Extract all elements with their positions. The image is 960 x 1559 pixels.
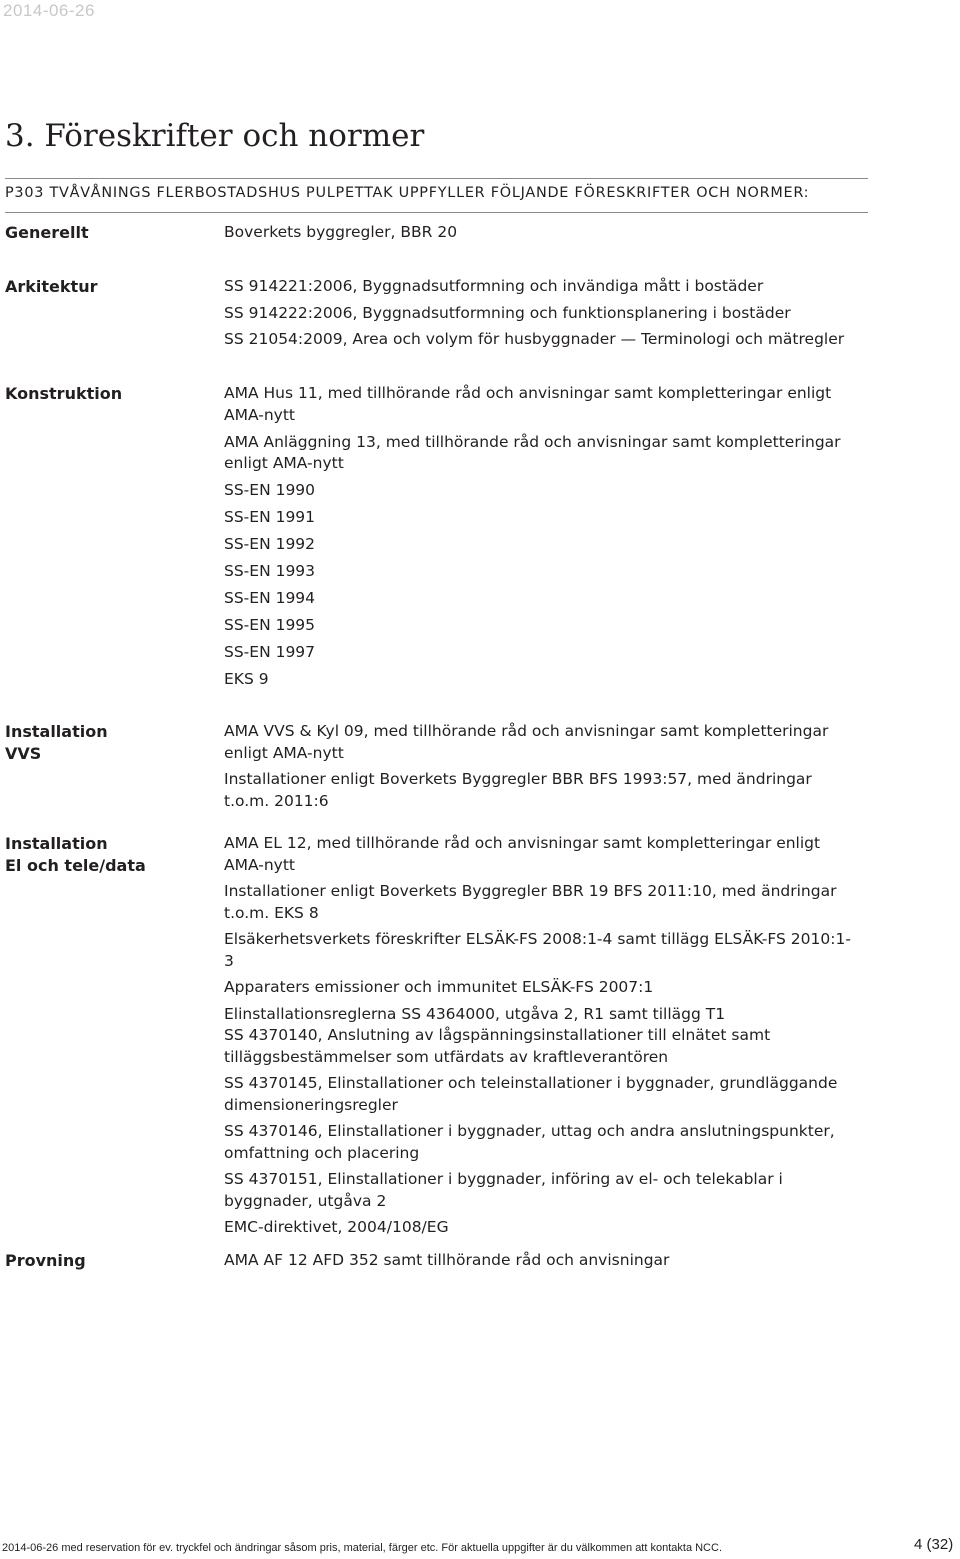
list-item: SS 914222:2006, Byggnadsutformning och funktionsplanering i bostäder — [224, 303, 791, 322]
footer-disclaimer: 2014-06-26 med reservation för ev. tryckfel och ändringar såsom pris, material, färger etc. För aktuella uppgifter är du välkommen att kontakta NCC. — [2, 1542, 723, 1554]
section-label: Konstruktion — [5, 384, 123, 403]
list-item: Elsäkerhetsverkets föreskrifter ELSÄK-FS 2008:1-4 samt tillägg ELSÄK-FS 2010:1-3 — [224, 930, 851, 970]
section-label: Arkitektur — [5, 277, 98, 296]
list-item: EMC-direktivet, 2004/108/EG — [224, 1218, 449, 1236]
list-item: Installationer enligt Boverkets Byggregler BBR 19 BFS 2011:10, med ändringar t.o.m. EKS 8 — [224, 882, 837, 922]
divider-top — [5, 178, 868, 179]
list-item: AMA AF 12 AFD 352 samt tillhörande råd och anvisningar — [224, 1251, 670, 1269]
section-items — [224, 276, 860, 356]
list-item: SS-EN 1995 — [224, 616, 316, 634]
list-item: EKS 9 — [224, 670, 269, 688]
list-item: SS-EN 1997 — [224, 643, 316, 661]
section-label: Provning — [5, 1251, 86, 1270]
list-item: SS 4370146, Elinstallationer i byggnader, uttag och andra anslutningspunkter, omfattning och placering — [224, 1122, 835, 1162]
list-item: SS 914221:2006, Byggnadsutformning och invändiga mått i bostäder — [224, 277, 764, 295]
section-items — [224, 222, 860, 249]
section-label — [5, 833, 146, 877]
list-item: SS 4370145, Elinstallationer och teleinstallationer i byggnader, grundläggande dimensioneringsregler — [224, 1074, 838, 1114]
section-label-line1: Installation — [5, 834, 108, 853]
divider-bottom — [5, 212, 868, 213]
list-item: AMA Hus 11, med tillhörande råd och anvisningar samt kompletteringar enligt AMA-nytt — [224, 384, 832, 424]
list-item: SS 21054:2009, Area och volym för husbyggnader — Terminologi och mätregler — [224, 330, 845, 348]
section-items — [224, 1250, 860, 1277]
section-label-line1: Installation — [5, 722, 108, 741]
section-label-line2: El och tele/data — [5, 856, 146, 875]
list-item: Apparaters emissioner och immunitet ELSÄK-FS 2007:1 — [224, 978, 654, 996]
section-items — [224, 721, 860, 817]
list-item: SS-EN 1992 — [224, 535, 316, 553]
list-item: SS-EN 1990 — [224, 481, 316, 499]
section-items — [224, 383, 860, 696]
list-item: Installationer enligt Boverkets Byggregler BBR BFS 1993:57, med ändringar t.o.m. 2011:6 — [224, 770, 812, 810]
list-item: AMA Anläggning 13, med tillhörande råd och anvisningar samt kompletteringar enligt AMA-nytt — [224, 432, 841, 472]
list-item: AMA VVS & Kyl 09, med tillhörande råd och anvisningar samt kompletteringar enligt AMA-nytt — [224, 722, 829, 762]
list-item: AMA EL 12, med tillhörande råd och anvisningar samt kompletteringar enligt AMA-nytt — [224, 834, 821, 874]
list-item: SS-EN 1993 — [224, 562, 316, 580]
list-item: Boverkets byggregler, BBR 20 — [224, 223, 458, 241]
section-label-line2: VVS — [5, 744, 42, 763]
list-item: SS-EN 1991 — [224, 508, 316, 526]
section-label — [5, 721, 108, 765]
list-item: SS 4370140, Anslutning av lågspänningsinstallationer till elnätet samt tilläggsbestämmelser som utfärdats av kraftleverantören — [224, 1026, 771, 1066]
section-label: Generellt — [5, 223, 89, 242]
list-item: SS-EN 1994 — [224, 589, 316, 607]
list-item: Elinstallationsreglerna SS 4364000, utgåva 2, R1 samt tillägg T1 — [224, 1004, 726, 1023]
page-subtitle: P303 TVÅVÅNINGS FLERBOSTADSHUS PULPETTAK UPPFYLLER FÖLJANDE FÖRESKRIFTER OCH NORMER: — [5, 185, 810, 201]
section-items — [224, 833, 860, 1244]
list-item: SS 4370151, Elinstallationer i byggnader, införing av el- och telekablar i byggnader, utgåva 2 — [224, 1170, 783, 1210]
page-title: 3. Föreskrifter och normer — [5, 118, 425, 154]
page-number: 4 (32) — [914, 1536, 954, 1553]
document-date: 2014-06-26 — [3, 1, 95, 20]
